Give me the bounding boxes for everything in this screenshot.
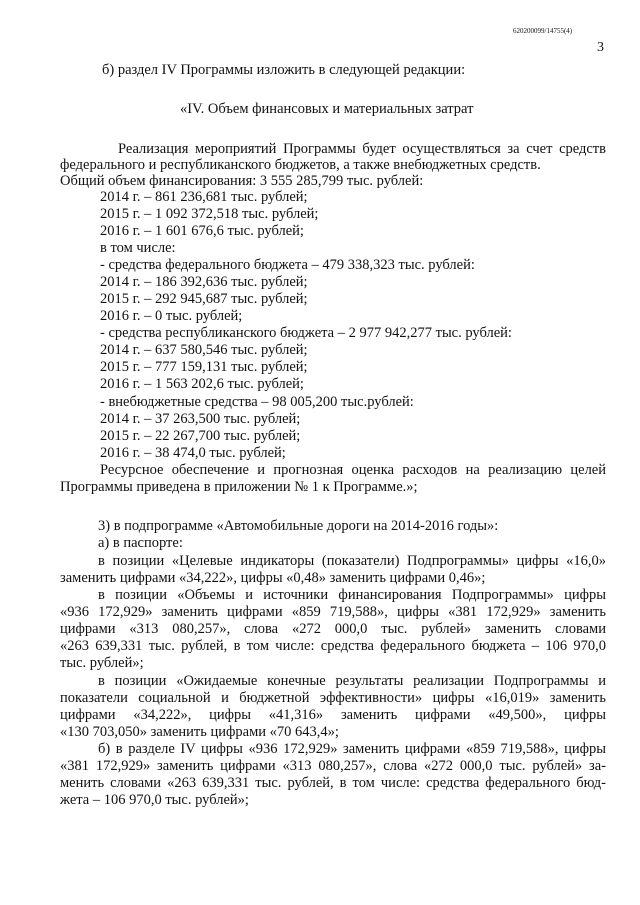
text-line: «263 639,331 тыс. рублей, в том числе: средства федерального бюджета – 106 970,0 — [60, 638, 606, 654]
text-line: 2015 г. – 292 945,687 тыс. рублей; — [100, 291, 308, 307]
text-line: - внебюджетные средства – 98 005,200 тыс.рублей: — [100, 394, 414, 410]
text-line: 3) в подпрограмме «Автомобильные дороги на 2014-2016 годы»: — [98, 518, 499, 534]
text-line: федерального и республиканского бюджетов, а также внебюджетных средств. — [60, 157, 541, 173]
text-line: б) раздел IV Программы изложить в следующей редакции: — [102, 62, 466, 78]
text-line: 2015 г. – 22 267,700 тыс. рублей; — [100, 428, 301, 444]
text-line: тыс. рублей»; — [60, 655, 144, 671]
text-line: 2016 г. – 1 563 202,6 тыс. рублей; — [100, 376, 304, 392]
text-line: 2015 г. – 777 159,131 тыс. рублей; — [100, 359, 308, 375]
text-line: показатели социальной и бюджетной эффективности» цифры «16,019» заменить — [60, 690, 606, 706]
text-line: 2015 г. – 1 092 372,518 тыс. рублей; — [100, 206, 319, 222]
text-line: - средства федерального бюджета – 479 338,323 тыс. рублей: — [100, 257, 475, 273]
text-line: Ресурсное обеспечение и прогнозная оценка расходов на реализацию целей — [100, 462, 606, 478]
text-line: цифрами «313 080,257», слова «272 000,0 тыс. рублей» заменить словами — [60, 621, 606, 637]
text-line: «IV. Объем финансовых и материальных затрат — [180, 101, 474, 117]
text-line: 2014 г. – 861 236,681 тыс. рублей; — [100, 189, 308, 205]
text-line: 2016 г. – 0 тыс. рублей; — [100, 308, 243, 324]
text-line: б) в разделе IV цифры «936 172,929» заменить цифрами «859 719,588», цифры — [98, 741, 606, 757]
text-line: заменить цифрами «34,222», цифры «0,48» заменить цифрами 0,46»; — [60, 570, 486, 586]
text-line: Реализация мероприятий Программы будет осуществляться за счет средств — [118, 141, 606, 157]
text-line: а) в паспорте: — [98, 535, 183, 551]
text-line: Общий объем финансирования: 3 555 285,799 тыс. рублей: — [60, 173, 424, 189]
text-line: менить словами «263 639,331 тыс. рублей, в том числе: средства федерального бюд- — [60, 775, 606, 791]
text-line: жета – 106 970,0 тыс. рублей»; — [60, 792, 249, 808]
text-line: - средства республиканского бюджета – 2 977 942,277 тыс. рублей: — [100, 325, 512, 341]
text-line: 2014 г. – 37 263,500 тыс. рублей; — [100, 411, 301, 427]
text-line: 2016 г. – 38 474,0 тыс. рублей; — [100, 445, 286, 461]
text-line: 2016 г. – 1 601 676,6 тыс. рублей; — [100, 223, 304, 239]
page-number: 3 — [597, 40, 604, 55]
text-line: в позиции «Целевые индикаторы (показатели) Подпрограммы» цифры «16,0» — [98, 553, 606, 569]
text-line: в том числе: — [100, 240, 176, 256]
text-line: в позиции «Ожидаемые конечные результаты реализации Подпрограммы и — [98, 673, 606, 689]
text-line: в позиции «Объемы и источники финансирования Подпрограммы» цифры — [98, 587, 606, 603]
text-line: 2014 г. – 637 580,546 тыс. рублей; — [100, 342, 308, 358]
text-line: 2014 г. – 186 392,636 тыс. рублей; — [100, 274, 308, 290]
text-line: «936 172,929» заменить цифрами «859 719,588», цифры «381 172,929» заменить — [60, 604, 606, 620]
document-id: 620200099/14755(4) — [513, 27, 573, 35]
text-line: цифрами «34,222», цифры «41,316» заменить цифрами «49,500», цифры — [60, 707, 606, 723]
text-line: Программы приведена в приложении № 1 к Программе.»; — [60, 479, 418, 495]
text-line: «130 703,050» заменить цифрами «70 643,4»; — [60, 724, 339, 740]
text-line: «381 172,929» заменить цифрами «313 080,257», слова «272 000,0 тыс. рублей» за- — [60, 758, 606, 774]
